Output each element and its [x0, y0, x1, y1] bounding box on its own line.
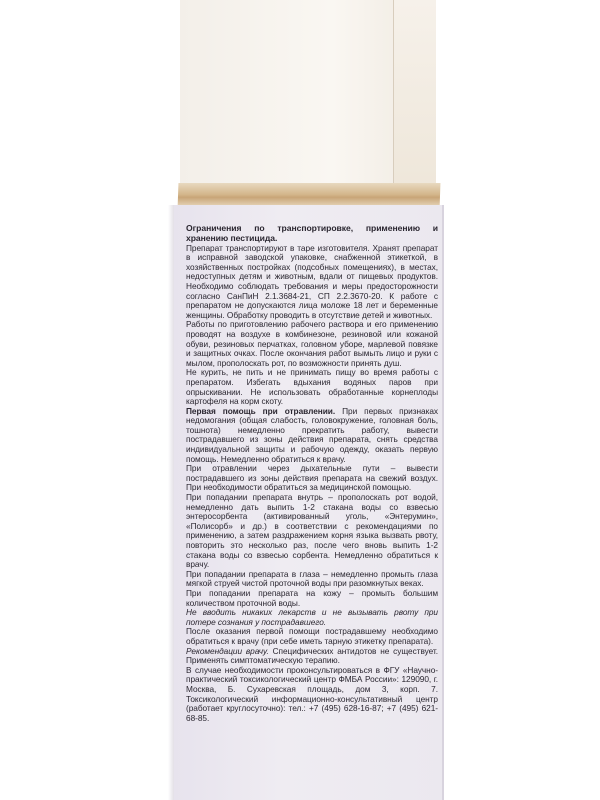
eyes-paragraph: При попадании препарата в глаза – немедленно промыть глаза мягкой струей чистой проточной воды при разомкнутых веках.	[186, 568, 438, 589]
doctor-recommendations-paragraph	[186, 647, 438, 666]
first-aid-title: Первая помощь при отравлении.	[186, 405, 336, 416]
box-flap-tab	[393, 0, 436, 200]
doctor-visit-paragraph: После оказания первой помощи пострадавшему необходимо обратиться к врачу (при себе иметь тарную этикетку препарата).	[186, 626, 438, 646]
inhalation-paragraph: При отравлении через дыхательные пути – вывести пострадавшего из зоны действия препарата на свежий воздух. При необходимости обратиться за медицинской помощью.	[186, 463, 438, 493]
skin-paragraph: При попадании препарата на кожу – промыть большим количеством проточной воды.	[186, 587, 438, 608]
ingestion-paragraph: При попадании препарата внутрь – прополоскать рот водой, немедленно дать выпить 1-2 стакана воды со взвесью энтеросорбента (активированный уголь, «Энтерумин», «Полисорб» и др.) в соответствии с рекомендациями по применению, а затем раздражением корня языка вызвать рвоту, повторить это несколько раз, после чего вновь выпить 1-2 стакана воды со взвесью сорбента. Немедленно обратиться к врачу.	[186, 492, 438, 570]
storage-paragraph: Препарат транспортируют в таре изготовителя. Хранят препарат в исправной заводской упаковке, снабженной этикеткой, в хозяйственных постройках (подсобных помещениях), в местах, недоступных детям и животным, вдали от пищевых продуктов. Необходимо соблюдать требования и меры предосторожности согласно СанПиН 2.1.3684-21, СП 2.2.3670-20. К работе с препаратом не допускаются лица моложе 18 лет и беременные женщины. Обработку проводить в отсутствие детей и животных.	[186, 242, 438, 320]
doctor-lead: Рекомендации врачу.	[186, 645, 269, 656]
doctor-text: Специфических антидотов не существует. Применять симптоматическую терапию.	[186, 645, 438, 666]
protection-paragraph: Работы по приготовлению рабочего раствора и его применению проводят на воздухе в комбинезоне, резиновой или кожаной обуви, резиновых перчатках, головном уборе, марлевой повязке и защитных очках. После окончания работ вымыть лицо и руки с мылом, прополоскать рот, по возможности принять душ.	[186, 319, 438, 368]
warning-paragraph: Не вводить никаких лекарств и не вызывать рвоту при потере сознания у пострадавшего.	[186, 607, 438, 627]
contact-paragraph: В случае необходимости проконсультироваться в ФГУ «Научно-практический токсикологический центр ФМБА России»: 129090, г. Москва, Б. Сухаревская площадь, дом 3, корп. 7. Токсикологический информационно-консультативный центр (работает круглосуточно): тел.: +7 (495) 628-16-87; +7 (495) 621-68-85.	[186, 664, 438, 723]
first-aid-text: При первых признаках недомогания (общая слабость, головокружение, головная боль, тошнота) немедленно прекратить работу, вывести пострадавшего из зоны действия препарата, снять средства индивидуальной защиты и рабочую одежду, оказать первую помощь. Немедленно обратиться к врачу.	[186, 405, 438, 464]
precautions-paragraph: Не курить, не пить и не принимать пищу во время работы с препаратом. Избегать вдыхания водяных паров при опрыскивании. Не использовать обработанные корнеплоды картофеля на корм скоту.	[186, 367, 438, 407]
first-aid-paragraph	[186, 407, 438, 465]
label-title: Ограничения по транспортировке, применению и хранению пестицида.	[186, 224, 438, 243]
label-text-block	[186, 224, 438, 792]
